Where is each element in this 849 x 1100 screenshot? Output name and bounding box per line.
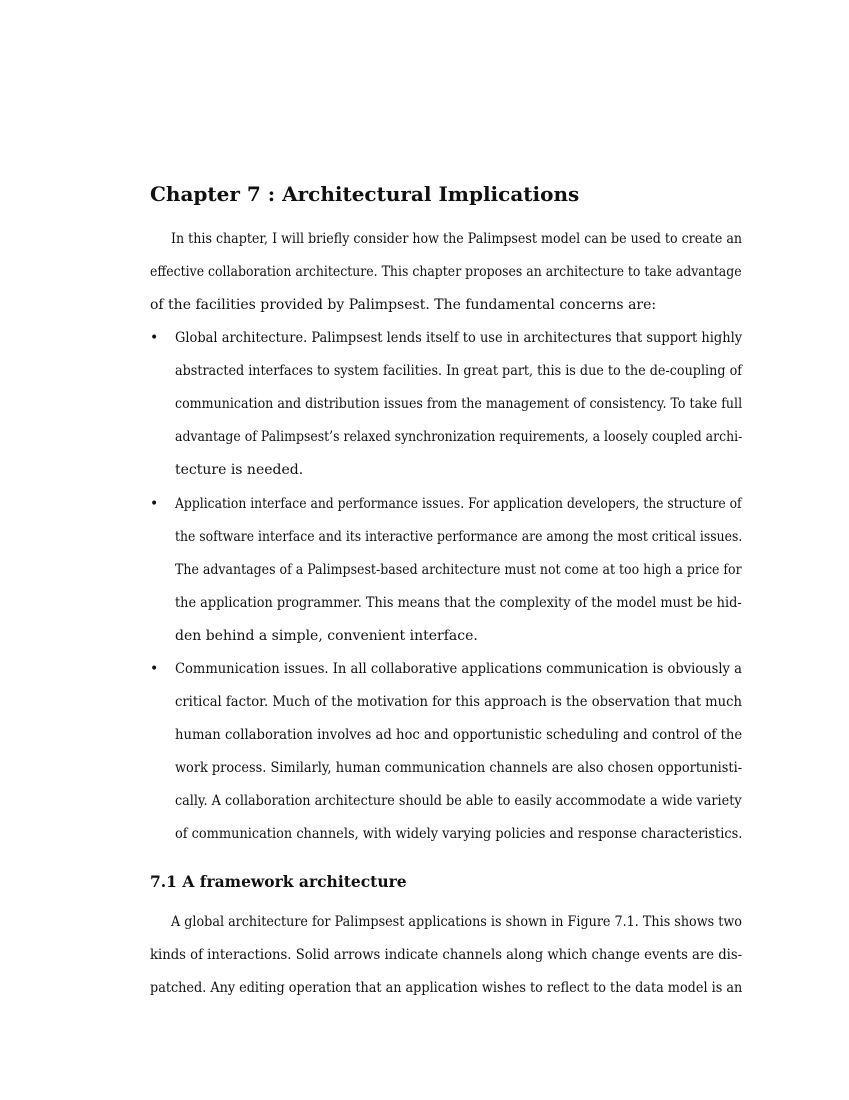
bullet-line: communication and distribution issues from the management of consistency. To take full — [175, 396, 743, 412]
intro-line: effective collaboration architecture. This chapter proposes an architecture to take advantage — [150, 264, 742, 280]
bullet-line: cally. A collaboration architecture should be able to easily accommodate a wide variety — [175, 793, 742, 809]
section-line: kinds of interactions. Solid arrows indicate channels along which change events are dis- — [150, 947, 743, 963]
bullet-line: of communication channels, with widely varying policies and response characteristics. — [175, 826, 743, 842]
bullet-line: advantage of Palimpsest’s relaxed synchronization requirements, a loosely coupled archi- — [175, 429, 743, 445]
bullet-marker: • — [150, 330, 159, 346]
section-line: A global architecture for Palimpsest applications is shown in Figure 7.1. This shows two — [171, 914, 742, 930]
section-line: patched. Any editing operation that an application wishes to reflect to the data model is an — [150, 980, 743, 996]
section-title: 7.1 A framework architecture — [150, 872, 407, 891]
bullet-line: Global architecture. Palimpsest lends itself to use in architectures that support highly — [175, 330, 743, 346]
bullet-line: Communication issues. In all collaborative applications communication is obviously a — [175, 661, 742, 677]
bullet-line: human collaboration involves ad hoc and opportunistic scheduling and control of the — [175, 727, 743, 743]
bullet-marker: • — [150, 496, 159, 512]
bullet-line: the application programmer. This means that the complexity of the model must be hid- — [175, 595, 742, 611]
intro-line: of the facilities provided by Palimpsest. The fundamental concerns are: — [150, 297, 657, 313]
chapter-title: Chapter 7 : Architectural Implications — [150, 182, 580, 206]
bullet-line: work process. Similarly, human communication channels are also chosen opportunisti- — [175, 760, 743, 776]
bullet-marker: • — [150, 661, 159, 677]
bullet-line: the software interface and its interactive performance are among the most critical issues. — [175, 529, 743, 545]
bullet-line: The advantages of a Palimpsest-based architecture must not come at too high a price for — [175, 562, 742, 578]
bullet-line: critical factor. Much of the motivation for this approach is the observation that much — [175, 694, 742, 710]
bullet-line: den behind a simple, convenient interface. — [175, 628, 478, 644]
bullet-line: abstracted interfaces to system facilities. In great part, this is due to the de-coupling of — [175, 363, 743, 379]
bullet-line: tecture is needed. — [175, 462, 304, 478]
intro-line: In this chapter, I will briefly consider how the Palimpsest model can be used to create an — [171, 231, 743, 247]
bullet-line: Application interface and performance issues. For application developers, the structure of — [175, 496, 742, 512]
